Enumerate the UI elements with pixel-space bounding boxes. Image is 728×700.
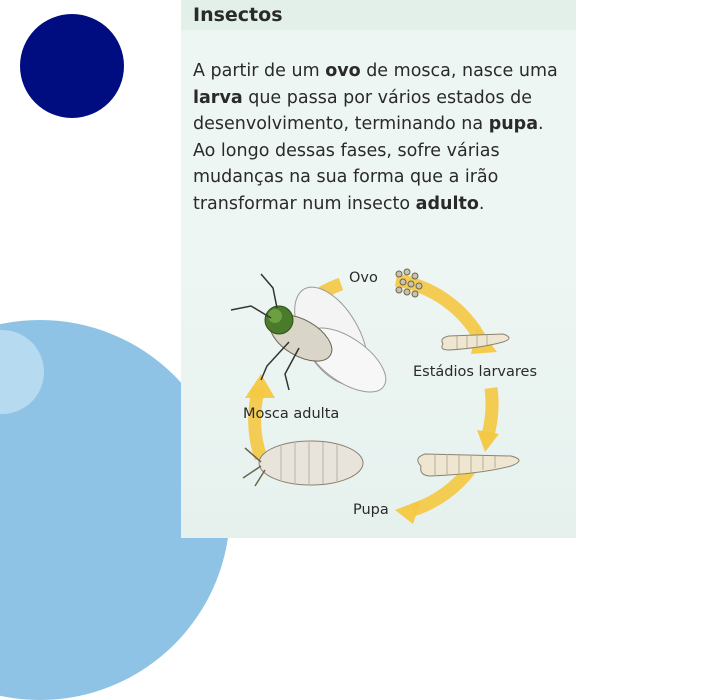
- larva-large-icon: [418, 454, 519, 476]
- label-egg: Ovo: [349, 270, 378, 286]
- panel-title: Insectos: [193, 4, 283, 26]
- text-line-2: larva que passa por vários estados de: [193, 87, 533, 108]
- arrow-larva-to-larva: [487, 388, 492, 438]
- decorative-navy-circle: [20, 14, 124, 118]
- life-cycle-diagram: [181, 248, 576, 538]
- text-line-5: mudanças na sua forma que a irão: [193, 167, 499, 187]
- arrow-pupa-to-adult: [255, 388, 261, 458]
- arrow-head-4: [245, 374, 275, 398]
- arrow-head-2: [477, 430, 499, 452]
- egg-cluster-icon: [396, 269, 422, 297]
- text-line-4: Ao longo dessas fases, sofre várias: [193, 140, 500, 161]
- text-line-6: transformar num insecto adulto.: [193, 193, 485, 214]
- panel-paragraph: [193, 58, 573, 217]
- text-line-3: desenvolvimento, terminando na pupa.: [193, 114, 544, 134]
- label-pupa: Pupa: [353, 502, 389, 518]
- textbook-panel: [181, 0, 576, 538]
- text-line-1: A partir de um ovo de mosca, nasce uma: [193, 61, 558, 81]
- label-larval-stages: Estádios larvares: [413, 364, 538, 380]
- label-adult: Mosca adulta: [243, 406, 340, 422]
- larva-small-icon: [442, 334, 509, 350]
